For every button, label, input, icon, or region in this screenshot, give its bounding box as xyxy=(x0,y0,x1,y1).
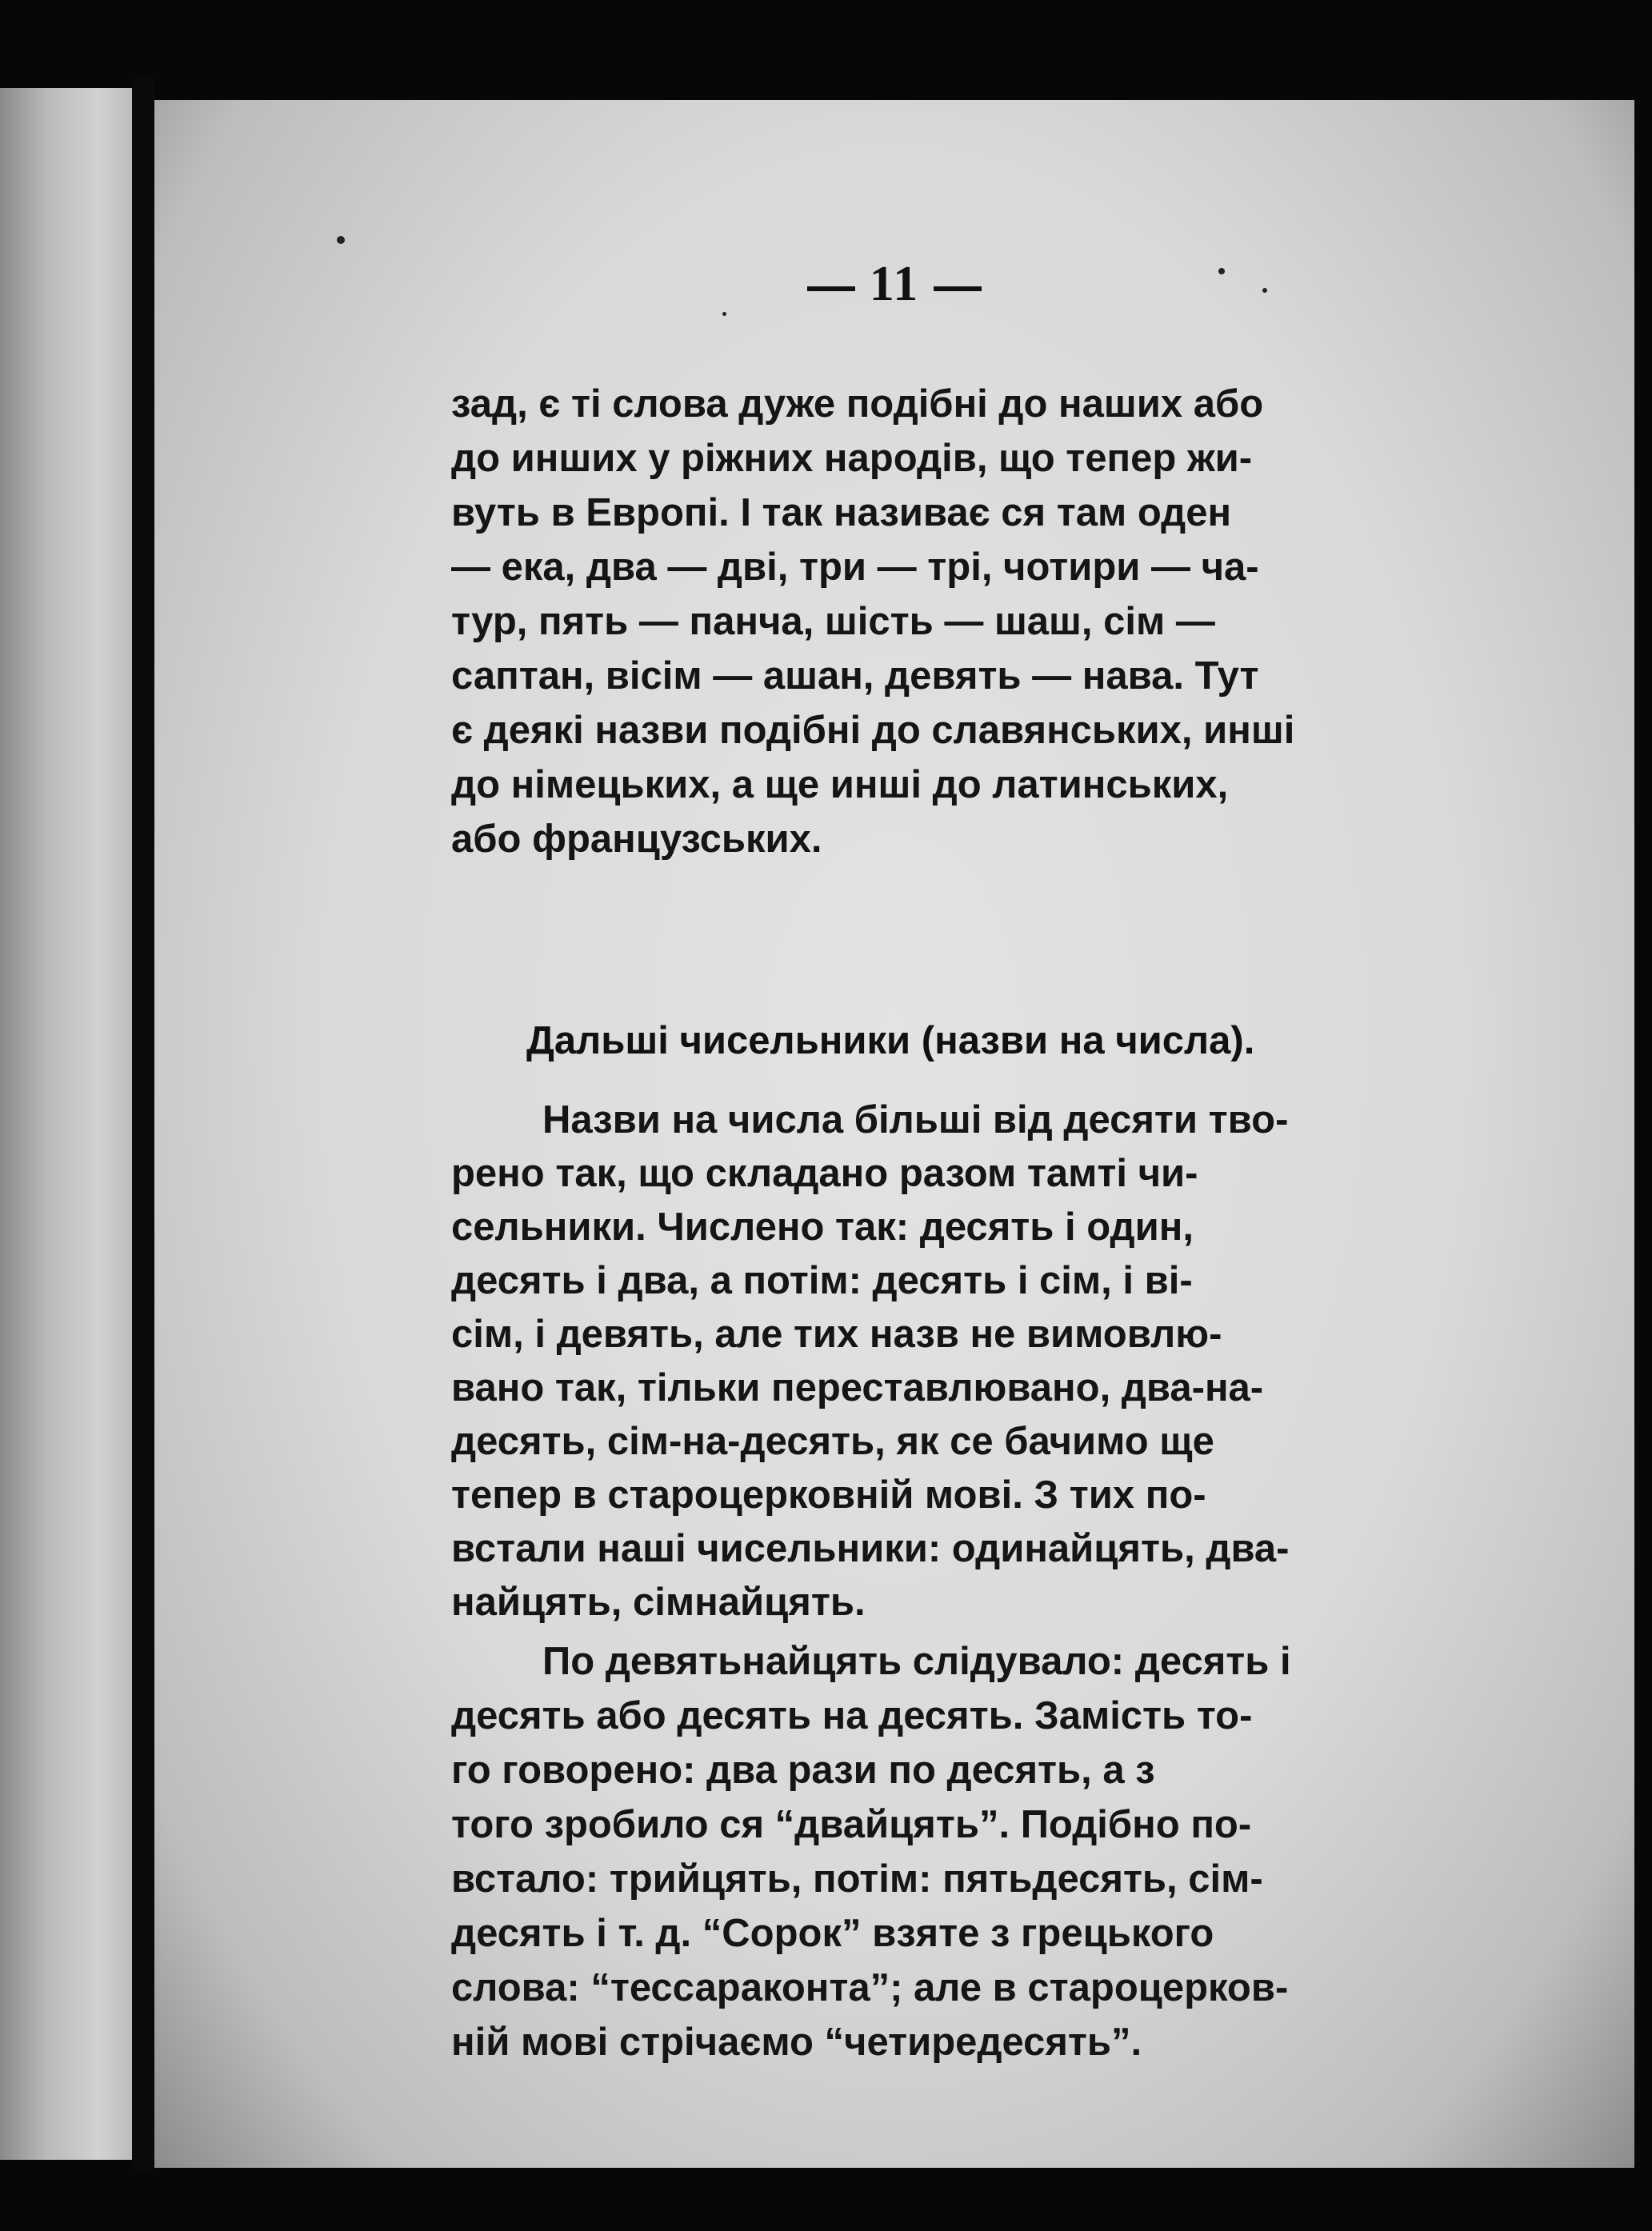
text-line: десять або десять на десять. Замість то- xyxy=(451,1694,1253,1737)
text-line: зад, є ті слова дуже подібні до наших або xyxy=(451,382,1264,426)
text-line: тепер в староцерковній мові. З тих по- xyxy=(451,1473,1206,1517)
page-number-value: 11 xyxy=(869,257,920,311)
scan-speck xyxy=(1218,268,1225,274)
text-line: Назви на числа більші від десяти тво- xyxy=(542,1098,1289,1141)
page-number xyxy=(154,256,1634,313)
text-line: встали наші чисельники: одинайцять, два- xyxy=(451,1527,1290,1570)
scan-speck xyxy=(722,312,726,316)
text-line: — ека, два — дві, три — трі, чотири — ча- xyxy=(451,546,1259,589)
text-line: десять, сім-на-десять, як се бачимо ще xyxy=(451,1420,1214,1463)
text-line: до инших у ріжних народів, що тепер жи- xyxy=(451,437,1253,480)
scan-speck xyxy=(337,236,345,244)
text-line: є деякі назви подібні до славянських, инші xyxy=(451,709,1295,752)
text-line: вуть в Европі. І так називає ся там оден xyxy=(451,491,1232,534)
section-heading: Дальші чисельники (назви на числа). xyxy=(526,1019,1255,1062)
text-line: рено так, що складано разом тамті чи- xyxy=(451,1152,1198,1195)
text-line: встало: трийцять, потім: пятьдесять, сім- xyxy=(451,1857,1263,1901)
text-line: десять і т. д. “Сорок” взяте з грецького xyxy=(451,1912,1214,1955)
text-line: тур, пять — панча, шість — шаш, сім — xyxy=(451,600,1215,643)
text-line: найцять, сімнайцять. xyxy=(451,1581,866,1624)
text-line: саптан, вісім — ашан, девять — нава. Тут xyxy=(451,654,1259,698)
previous-page-edge xyxy=(0,88,132,2160)
text-line: сім, і девять, але тих назв не вимовлю- xyxy=(451,1313,1222,1356)
text-line: того зробило ся “двайцять”. Подібно по- xyxy=(451,1803,1252,1846)
text-line: вано так, тільки переставлювано, два-на- xyxy=(451,1366,1264,1409)
page-gutter xyxy=(132,76,154,2172)
text-line: го говорено: два рази по десять, а з xyxy=(451,1749,1155,1792)
text-line: до німецьких, а ще инші до латинських, xyxy=(451,763,1229,806)
text-line: По девятьнайцять слідувало: десять і xyxy=(542,1640,1291,1683)
text-line: десять і два, а потім: десять і сім, і ві- xyxy=(451,1259,1193,1302)
book-page xyxy=(154,100,1634,2168)
text-line: ній мові стрічаємо “четиредесять”. xyxy=(451,2021,1142,2064)
text-line: сельники. Числено так: десять і один, xyxy=(451,1205,1194,1249)
scan-speck xyxy=(1262,288,1267,293)
text-line: слова: “тессараконта”; але в староцерков- xyxy=(451,1966,1289,2009)
page-number-dash-left xyxy=(807,286,855,291)
text-line: або французських. xyxy=(451,818,822,861)
page-number-dash-right xyxy=(934,286,982,291)
